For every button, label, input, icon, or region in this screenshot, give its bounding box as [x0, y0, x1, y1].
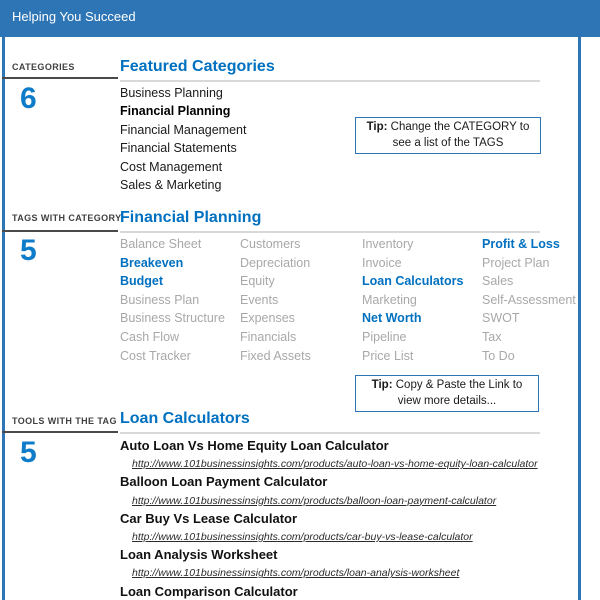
categories-label: CATEGORIES: [12, 62, 75, 72]
tag-item[interactable]: Expenses: [240, 311, 295, 326]
tool-entry: [120, 583, 565, 600]
featured-categories-heading: Featured Categories: [120, 58, 275, 75]
tools-list: [120, 437, 565, 600]
tags-heading-divider: [120, 231, 540, 233]
tag-item[interactable]: Profit & Loss: [482, 237, 560, 251]
tag-item[interactable]: Equity: [240, 274, 275, 289]
categories-count: 6: [20, 82, 37, 115]
featured-categories-divider: [120, 80, 540, 82]
category-tip-box: [355, 117, 541, 154]
tag-item[interactable]: Inventory: [362, 237, 414, 251]
tip-line-2: see a list of the TAGS: [392, 136, 504, 149]
title-bar: [0, 0, 600, 37]
tool-url-link[interactable]: http://www.101businessinsights.com/products/balloon-loan-payment-calculator: [132, 494, 497, 507]
tags-count: 5: [20, 234, 37, 267]
tag-item[interactable]: Breakeven: [120, 255, 184, 270]
right-border: [578, 37, 581, 600]
tag-grid: [120, 235, 578, 365]
tag-item[interactable]: Budget: [120, 274, 164, 289]
tag-item[interactable]: Business Plan: [120, 292, 200, 307]
tag-item[interactable]: Depreciation: [240, 255, 311, 270]
tag-item[interactable]: Cost Tracker: [120, 348, 191, 363]
tags-label: TAGS WITH CATEGORY: [12, 213, 122, 223]
tag-item[interactable]: Loan Calculators: [362, 274, 464, 289]
tools-count: 5: [20, 436, 37, 469]
tools-heading: Loan Calculators: [120, 410, 250, 427]
tip-line-2: view more details...: [397, 394, 497, 407]
tool-entry: [120, 437, 565, 473]
tag-item[interactable]: Marketing: [362, 292, 417, 307]
tag-item[interactable]: Pipeline: [362, 329, 407, 344]
tools-heading-divider: [120, 432, 540, 434]
categories-label-divider: [2, 77, 118, 79]
tag-item[interactable]: To Do: [482, 348, 515, 363]
tool-entry: [120, 546, 565, 582]
tool-name: Auto Loan Vs Home Equity Loan Calculator: [120, 438, 389, 453]
category-list: [120, 84, 246, 194]
tool-url-link[interactable]: http://www.101businessinsights.com/products/loan-analysis-worksheet: [132, 567, 460, 580]
tag-column: [362, 235, 482, 365]
tag-item[interactable]: Project Plan: [482, 255, 550, 270]
tool-name: Loan Comparison Calculator: [120, 583, 298, 599]
tag-item[interactable]: Cash Flow: [120, 329, 180, 344]
tool-url-link[interactable]: http://www.101businessinsights.com/products/car-buy-vs-lease-calculator: [132, 530, 473, 543]
tag-item[interactable]: Net Worth: [362, 311, 422, 326]
tip-line-1: Tip: Change the CATEGORY to: [366, 121, 530, 133]
tag-item[interactable]: Financials: [240, 329, 297, 344]
tag-item[interactable]: Tax: [482, 329, 502, 344]
category-item[interactable]: Financial Planning: [120, 104, 231, 119]
tool-name: Balloon Loan Payment Calculator: [120, 474, 328, 490]
category-item[interactable]: Business Planning: [120, 86, 223, 100]
tool-name: Car Buy Vs Lease Calculator: [120, 510, 298, 526]
category-item[interactable]: Sales & Marketing: [120, 177, 222, 192]
category-item[interactable]: Cost Management: [120, 159, 223, 174]
tag-column: [240, 235, 362, 365]
tool-entry: [120, 473, 565, 509]
tags-label-divider: [2, 230, 118, 232]
left-border: [2, 37, 5, 600]
tag-item[interactable]: Customers: [240, 237, 301, 251]
category-item[interactable]: Financial Management: [120, 122, 247, 137]
tag-item[interactable]: Sales: [482, 274, 514, 289]
tag-item[interactable]: Events: [240, 292, 279, 307]
tag-column: [482, 235, 578, 365]
tool-entry: [120, 510, 565, 546]
tag-item[interactable]: Self-Assessment: [482, 292, 576, 307]
tag-column: [120, 235, 240, 365]
tool-url-link[interactable]: http://www.101businessinsights.com/products/auto-loan-vs-home-equity-loan-calculator: [132, 458, 538, 471]
page-title: Helping You Succeed: [12, 9, 136, 24]
tools-label: TOOLS WITH THE TAG: [12, 416, 117, 426]
tip-line-1: Tip: Copy & Paste the Link to: [371, 379, 523, 391]
tag-item[interactable]: SWOT: [482, 311, 520, 326]
tags-heading: Financial Planning: [120, 209, 262, 226]
tools-label-divider: [2, 431, 118, 433]
category-item[interactable]: Financial Statements: [120, 141, 237, 156]
tool-name: Loan Analysis Worksheet: [120, 547, 278, 563]
link-tip-box: [355, 375, 539, 412]
tag-item[interactable]: Balance Sheet: [120, 237, 202, 251]
tag-item[interactable]: Business Structure: [120, 311, 225, 326]
tag-item[interactable]: Price List: [362, 348, 414, 363]
tag-item[interactable]: Invoice: [362, 255, 402, 270]
tag-item[interactable]: Fixed Assets: [240, 348, 311, 363]
